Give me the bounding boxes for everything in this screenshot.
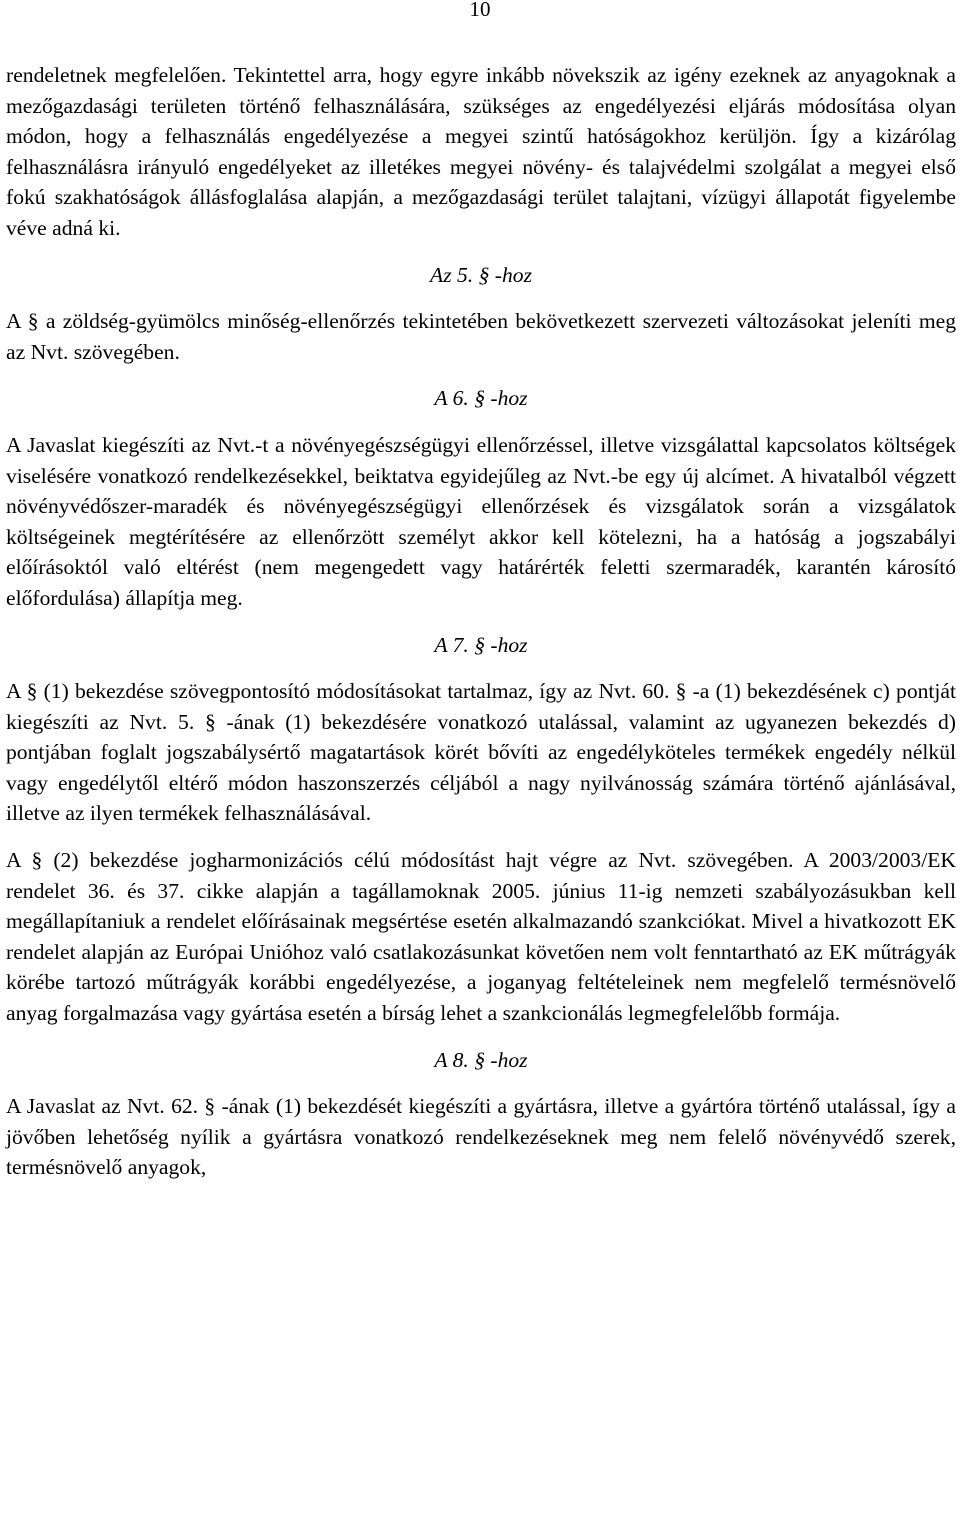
paragraph-section-4-end: rendeletnek megfelelően. Tekintettel arra, hogy egyre inkább növekszik az igény ezeknek az anyagoknak a mezőgazdasági területen történő felhasználására, szükséges az engedélyezési eljárás módosítása olyan módon, hogy a felhasználás engedélyezése a megyei szintű hatóságokhoz kerüljön. Így a kizárólag felhasználásra irányuló engedélyeket az illetékes megyei növény- és talajvédelmi szolgálat a megyei első fokú szakhatóságok állásfoglalása alapján, a mezőgazdasági terület talajtani, vízügyi állapotát figyelembe véve adná ki. [6,63,956,240]
section-heading-5: Az 5. § -hoz [430,262,532,287]
section-heading-8: A 8. § -hoz [434,1047,528,1072]
paragraph-section-7-1: A § (1) bekezdése szövegpontosító módosításokat tartalmaz, így az Nvt. 60. § -a (1) bekezdésének c) pontját kiegészíti az Nvt. 5. § -ának (1) bekezdésére vonatkozó utalással, valamint az ugyanezen bekezdés d) pontjában foglalt jogszabálysértő magatartások körét bővíti az engedélyköteles termékek engedély nélkül vagy engedélytől eltérő módon haszonszerzés céljából a nagy nyilvánosság számára történő ajánlásával, illetve az ilyen termékek felhasználásával. [6,679,956,826]
section-heading-7: A 7. § -hoz [434,632,528,657]
paragraph-section-8: A Javaslat az Nvt. 62. § -ának (1) bekezdését kiegészíti a gyártásra, illetve a gyártóra történő utalással, így a jövőben lehetőség nyílik a gyártásra vonatkozó rendelkezéseknek meg nem felelő növényvédő szerek, termésnövelő anyagok, [6,1094,956,1180]
document-body [6,60,956,1183]
section-heading-6: A 6. § -hoz [434,386,528,411]
paragraph-section-7-2: A § (2) bekezdése jogharmonizációs célú módosítást hajt végre az Nvt. szövegében. A 2003/2003/EK rendelet 36. és 37. cikke alapján a tagállamoknak 2005. június 11-ig nemzeti szabályozásukban kell megállapítaniuk a rendelet előírásainak megsértése esetén alkalmazandó szankciókat. Mivel a hivatkozott EK rendelet alapján az Európai Unióhoz való csatlakozásunkat követően nem volt fenntartható az EK műtrágyák körébe tartozó műtrágyák korábbi engedélyezése, a joganyag feltételeinek nem megfelelő termésnövelő anyag forgalmazása vagy gyártása esetén a bírság lehet a szankcionálás legmegfelelőbb formája. [6,848,956,1026]
page-number: 10 [469,0,491,21]
paragraph-section-5: A § a zöldség-gyümölcs minőség-ellenőrzés tekintetében bekövetkezett szervezeti változásokat jeleníti meg az Nvt. szövegében. [6,309,956,364]
paragraph-section-6: A Javaslat kiegészíti az Nvt.-t a növényegészségügyi ellenőrzéssel, illetve vizsgálattal kapcsolatos költségek viselésére vonatkozó rendelkezésekkel, beiktatva egyidejűleg az Nvt.-be egy új alcímet. A hivatalból végzett növényvédőszer-maradék és növényegészségügyi ellenőrzések és vizsgálatok során a vizsgálatok költségeinek megtérítésére az ellenőrzött személyt akkor kell kötelezni, ha a hatóság a jogszabályi előírásoktól való eltérést (nem megengedett vagy határérték feletti szermaradék, karantén károsító előfordulása) állapítja meg. [6,432,956,610]
